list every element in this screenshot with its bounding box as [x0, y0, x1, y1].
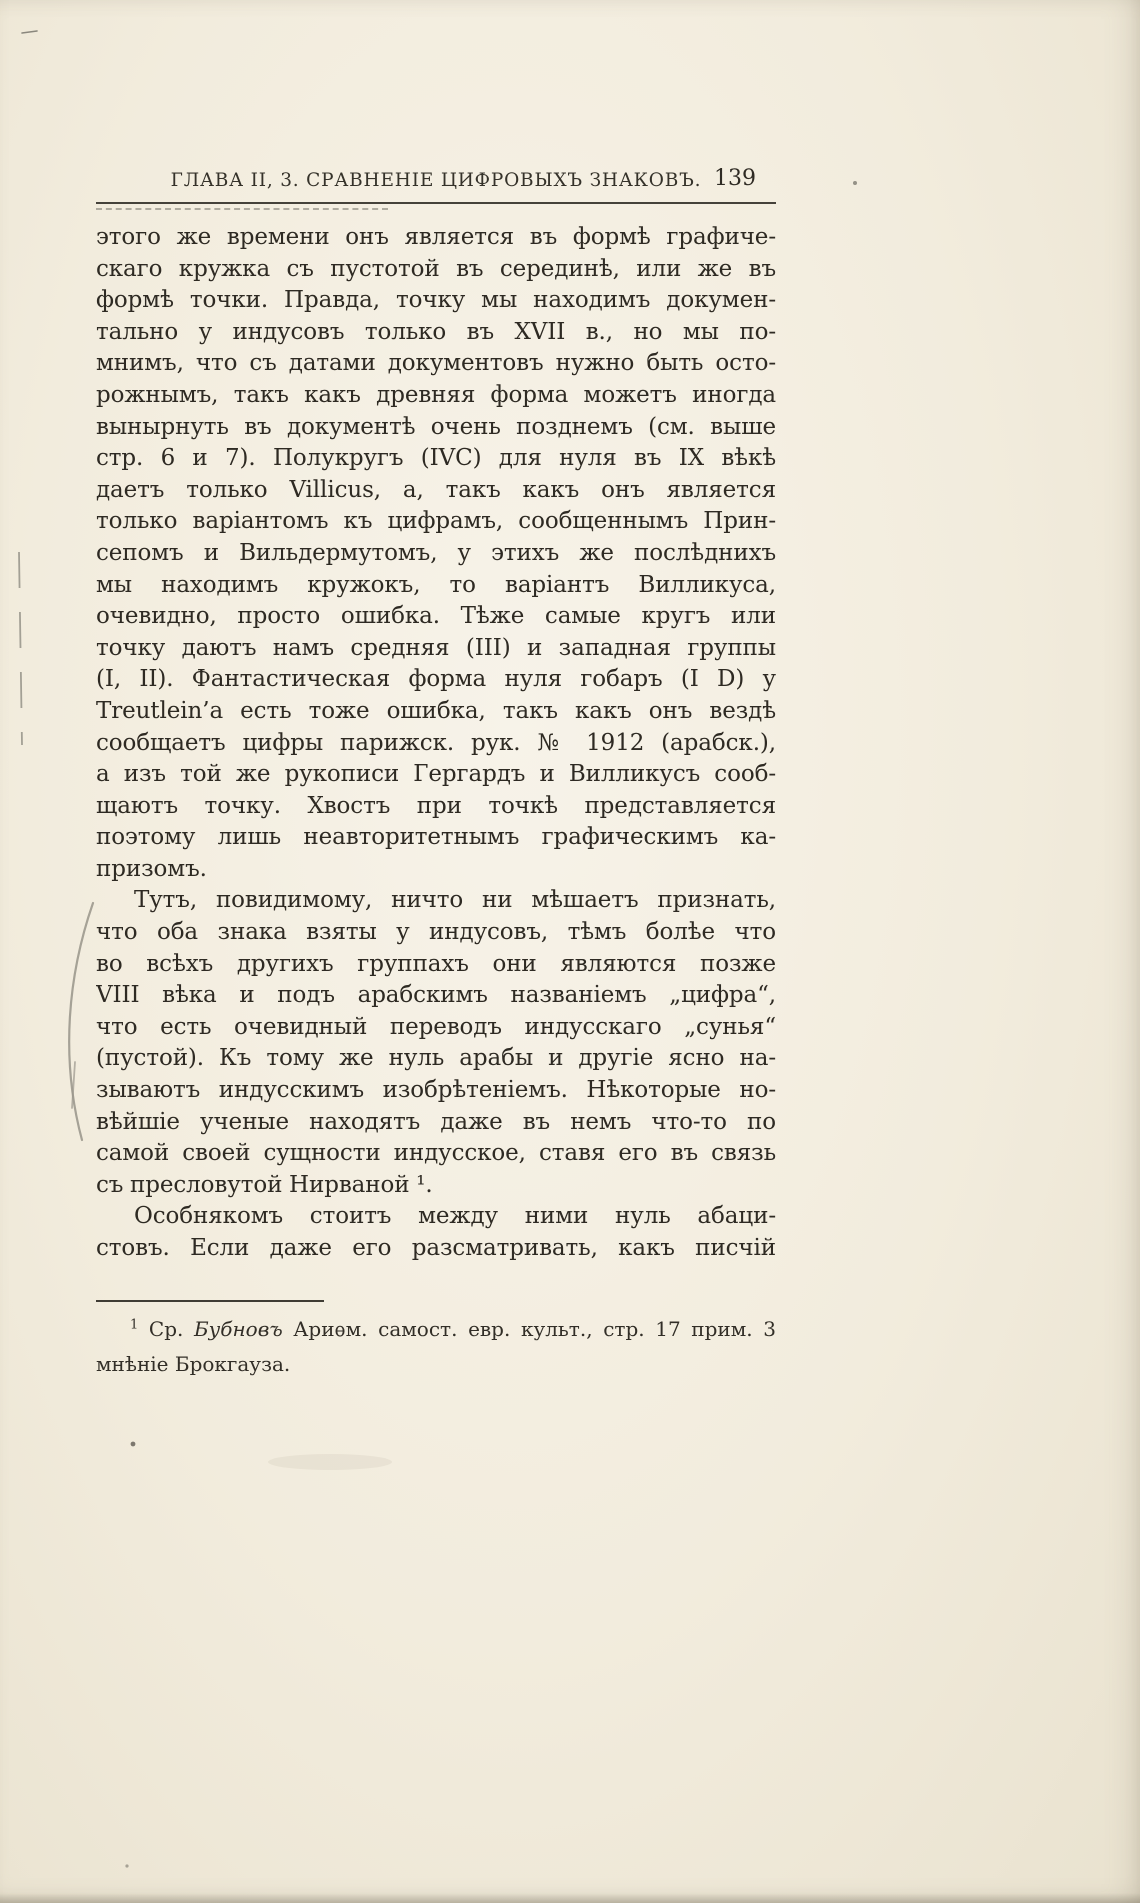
text-line: даетъ только Villicus, а, такъ какъ онъ является: [96, 476, 776, 503]
text-line: стовъ. Если даже его разсматривать, какъ писчій: [96, 1235, 776, 1261]
text-line: Тутъ, повидимому, ничто ни мѣшаетъ признать,: [134, 887, 776, 914]
text-line: тально у индусовъ только въ XVII в., но мы по-: [96, 318, 776, 345]
text-line: сепомъ и Вильдермутомъ, у этихъ же послѣднихъ: [96, 539, 776, 566]
text-line: съ пресловутой Нирваной ¹.: [96, 1171, 433, 1198]
text-line: вѣйшіе ученые находятъ даже въ немъ что-то по: [96, 1108, 776, 1135]
text-line: поэтому лишь неавторитетнымъ графическимъ ка-: [96, 824, 776, 851]
text-line: самой своей сущности индусское, ставя его въ связь: [96, 1140, 776, 1167]
text-line: во всѣхъ другихъ группахъ они являются позже: [96, 950, 776, 977]
ink-speck-bottom: [125, 1864, 128, 1867]
footnote-author: Бубновъ: [193, 1317, 283, 1341]
text-line: формѣ точки. Правда, точку мы находимъ докумен-: [96, 287, 776, 314]
chapter-heading: ГЛАВА II, 3. СРАВНЕНІЕ ЦИФРОВЫХЪ ЗНАКОВЪ.: [170, 170, 702, 191]
page-bottom-shadow: [0, 1893, 1140, 1903]
body-text: [96, 222, 776, 1265]
text-line: вынырнуть въ документѣ очень позднемъ (см. выше: [96, 413, 776, 440]
paper-smudge: [268, 1454, 392, 1470]
ink-speck: [853, 181, 857, 185]
footnote-rule: [96, 1300, 324, 1302]
text-line: что есть очевидный переводъ индусскаго „сунья“: [96, 1013, 776, 1040]
text-line: VIII вѣка и подъ арабскимъ названіемъ „цифра“,: [96, 982, 776, 1009]
page-number: 139: [714, 166, 756, 191]
text-line: рожнымъ, такъ какъ древняя форма можетъ иногда: [96, 381, 776, 408]
pencil-tick-mark: [72, 1062, 75, 1108]
footnote-line-2: мнѣніе Брокгауза.: [96, 1352, 291, 1376]
footnote: [96, 1312, 776, 1382]
text-line: (I, II). Фантастическая форма нуля гобаръ (I D) у: [96, 666, 776, 693]
text-line: очевидно, просто ошибка. Тѣже самые кругъ или: [96, 603, 776, 630]
text-line: только варіантомъ къ цифрамъ, сообщеннымъ Прин-: [96, 508, 776, 535]
footnote-text-pre: Ср.: [148, 1317, 184, 1341]
text-line: точку даютъ намъ средняя (III) и западная группы: [96, 634, 776, 661]
pencil-curve-mark: [69, 903, 93, 1140]
header-subrule: [96, 208, 388, 210]
text-line: призомъ.: [96, 855, 207, 882]
text-line: мы находимъ кружокъ, то варіантъ Вилликуса,: [96, 571, 776, 598]
text-line: (пустой). Къ тому же нуль арабы и другіе ясно на-: [96, 1045, 776, 1072]
page-header: [96, 164, 776, 204]
footnote-text-rest: Ариѳм. самост. евр. культ., стр. 17 прим. 3: [293, 1317, 776, 1341]
text-line: сообщаетъ цифры парижск. рук. № 1912 (арабск.),: [96, 729, 776, 756]
text-line: что оба знака взяты у индусовъ, тѣмъ болѣе что: [96, 919, 776, 946]
ink-dot: [131, 1442, 136, 1447]
text-line: этого же времени онъ является въ формѣ графиче-: [96, 224, 776, 250]
pencil-margin-dashes: [19, 552, 22, 745]
text-line: Treutlein’а есть тоже ошибка, такъ какъ онъ вездѣ: [96, 697, 776, 724]
footnote-line-1: [96, 1312, 776, 1347]
text-line: стр. 6 и 7). Полукругъ (IVC) для нуля въ IX вѣкѣ: [96, 445, 776, 472]
text-line: скаго кружка съ пустотой въ серединѣ, или же въ: [96, 255, 776, 282]
text-line: а изъ той же рукописи Гергардъ и Вилликусъ сооб-: [96, 761, 776, 788]
text-line: зываютъ индусскимъ изобрѣтеніемъ. Нѣкоторые но-: [96, 1077, 776, 1104]
text-line: мнимъ, что съ датами документовъ нужно быть осто-: [96, 350, 776, 377]
pencil-top-dash: [22, 31, 37, 33]
text-line: Особнякомъ стоитъ между ними нуль абаци-: [134, 1203, 776, 1230]
footnote-marker: 1: [130, 1317, 139, 1333]
text-line: щаютъ точку. Хвостъ при точкѣ представляется: [96, 792, 776, 819]
